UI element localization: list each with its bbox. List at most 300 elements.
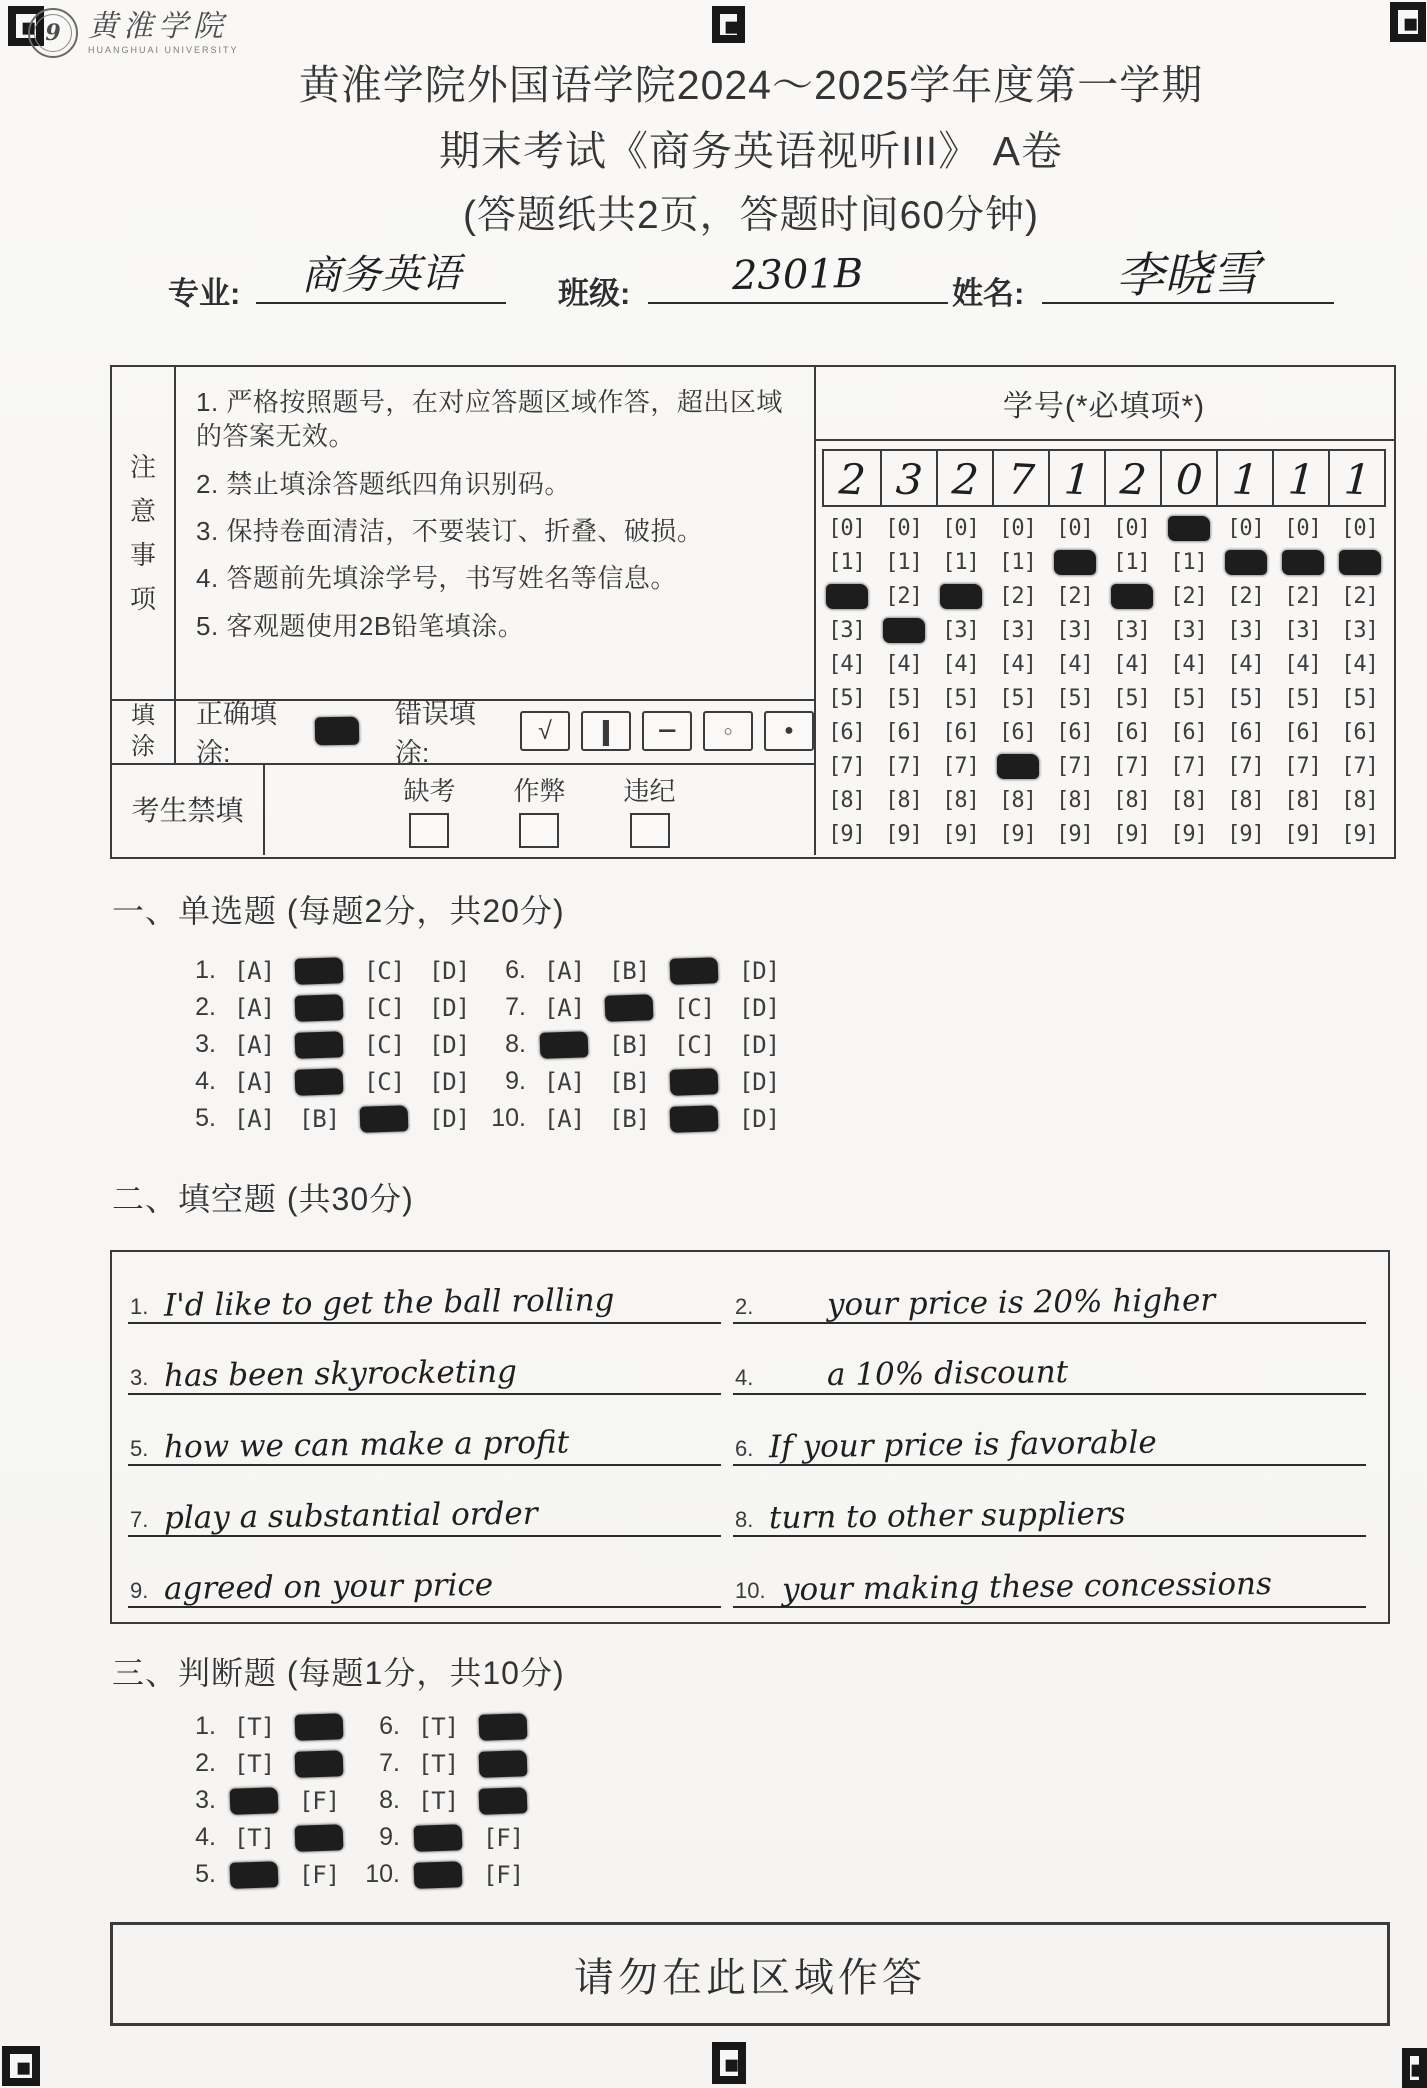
handwritten-answer: your making these concessions bbox=[781, 1566, 1272, 1609]
id-bubble bbox=[1331, 511, 1388, 545]
id-bubble-label: [1] bbox=[942, 549, 979, 575]
id-bubble-label: [4] bbox=[1284, 651, 1321, 677]
id-bubble-label: [3] bbox=[828, 617, 865, 643]
notice-item: 1. 严格按照题号，在对应答题区域作答，超出区域的答案无效。 bbox=[196, 387, 783, 452]
id-bubble bbox=[818, 545, 875, 579]
option-bracket: [T] bbox=[417, 1712, 459, 1741]
question-row bbox=[478, 1100, 800, 1137]
corner-marker-top-right bbox=[1390, 2, 1426, 42]
question-row bbox=[478, 1063, 800, 1100]
option-bracket: [T] bbox=[417, 1786, 459, 1815]
handwritten-id-digit: 2 bbox=[950, 454, 980, 505]
id-bubble bbox=[1274, 647, 1331, 681]
question-row bbox=[352, 1782, 544, 1819]
id-bubble bbox=[1331, 647, 1388, 681]
question-row bbox=[352, 1745, 544, 1782]
id-bubble-label: [7] bbox=[1170, 753, 1207, 779]
question-row bbox=[168, 1063, 490, 1100]
option-bracket: [A] bbox=[233, 1067, 275, 1096]
id-bubble bbox=[932, 681, 989, 715]
question-row bbox=[168, 1100, 490, 1137]
student-id-digit-cell bbox=[880, 451, 936, 505]
correct-marking-example bbox=[315, 717, 359, 746]
filled-answer-mark bbox=[479, 1750, 528, 1778]
id-bubble-label: [8] bbox=[1284, 787, 1321, 813]
question-number: 9. bbox=[505, 1067, 526, 1095]
filled-answer-mark bbox=[414, 1861, 463, 1889]
fill-in-blank bbox=[128, 1475, 721, 1537]
handwritten-answer: If your price is favorable bbox=[769, 1425, 1158, 1466]
question-number: 5. bbox=[195, 1104, 216, 1132]
notice-item: 5. 客观题使用2B铅笔填涂。 bbox=[196, 610, 525, 641]
id-bubble bbox=[1160, 579, 1217, 613]
handwritten-answer: agreed on your price bbox=[164, 1567, 494, 1608]
filled-answer-mark bbox=[605, 994, 654, 1022]
id-bubble bbox=[1217, 715, 1274, 749]
id-bubble-label: [3] bbox=[1113, 617, 1150, 643]
id-bubble bbox=[989, 647, 1046, 681]
id-bubble bbox=[989, 579, 1046, 613]
fill-in-blank bbox=[128, 1546, 721, 1608]
id-bubble bbox=[932, 647, 989, 681]
id-bubble bbox=[932, 749, 989, 783]
option-bracket: [C] bbox=[363, 993, 405, 1022]
id-bubble bbox=[1046, 545, 1103, 579]
id-bubble bbox=[1274, 613, 1331, 647]
filled-answer-mark bbox=[360, 1105, 409, 1133]
fill-in-blank bbox=[733, 1475, 1366, 1537]
id-bubble-label: [9] bbox=[999, 821, 1036, 847]
handwritten-answer: turn to other suppliers bbox=[769, 1496, 1127, 1537]
corner-marker-bottom-right bbox=[1402, 2048, 1427, 2088]
id-bubble bbox=[1046, 647, 1103, 681]
question-number: 9. bbox=[379, 1823, 400, 1851]
examiner-only-checkbox bbox=[630, 813, 670, 848]
examiner-only-label: 考生禁填 bbox=[112, 763, 265, 855]
question-row bbox=[478, 989, 800, 1026]
filled-answer-mark bbox=[670, 1105, 719, 1133]
wrong-example-glyph: | bbox=[599, 715, 613, 746]
wrong-example-glyph: − bbox=[657, 716, 677, 745]
id-bubble-label: [2] bbox=[1056, 583, 1093, 609]
id-bubble-label: [8] bbox=[828, 787, 865, 813]
question-row bbox=[478, 1026, 800, 1063]
section2-heading: 二、填空题 (共30分) bbox=[112, 1181, 414, 1217]
university-name-english: HUANGHUAI UNIVERSITY bbox=[88, 44, 239, 55]
id-bubble bbox=[818, 783, 875, 817]
id-bubble-label: [4] bbox=[828, 651, 865, 677]
id-bubble-label: [5] bbox=[885, 685, 922, 711]
filled-bubble-mark bbox=[883, 618, 925, 643]
filled-answer-mark bbox=[540, 1031, 589, 1059]
id-bubble-label: [6] bbox=[1170, 719, 1207, 745]
option-bracket: [D] bbox=[738, 1104, 780, 1133]
id-bubble-label: [2] bbox=[885, 583, 922, 609]
logo-text-block bbox=[88, 8, 239, 55]
id-bubble bbox=[989, 511, 1046, 545]
id-bubble bbox=[1103, 511, 1160, 545]
filled-answer-mark bbox=[295, 1824, 344, 1852]
id-bubble bbox=[1217, 749, 1274, 783]
filled-answer-mark bbox=[670, 1068, 719, 1096]
id-bubble bbox=[818, 613, 875, 647]
student-id-digit-cell bbox=[1160, 451, 1216, 505]
id-bubble-label: [5] bbox=[999, 685, 1036, 711]
option-bracket: [C] bbox=[673, 1030, 715, 1059]
id-bubble bbox=[875, 511, 932, 545]
option-bracket: [A] bbox=[543, 956, 585, 985]
option-bracket: [A] bbox=[233, 1030, 275, 1059]
option-bracket: [D] bbox=[428, 1067, 470, 1096]
student-id-panel bbox=[814, 367, 1394, 855]
id-bubble bbox=[875, 613, 932, 647]
examiner-only-item-label: 作弊 bbox=[513, 776, 566, 806]
id-bubble-label: [7] bbox=[828, 753, 865, 779]
id-bubble-label: [5] bbox=[1284, 685, 1321, 711]
examiner-only-item bbox=[513, 771, 565, 855]
id-bubble bbox=[1046, 715, 1103, 749]
id-bubble-label: [5] bbox=[1113, 685, 1150, 711]
id-bubble-label: [3] bbox=[942, 617, 979, 643]
id-bubble bbox=[1217, 681, 1274, 715]
id-bubble bbox=[1331, 715, 1388, 749]
id-bubble-label: [6] bbox=[1113, 719, 1150, 745]
id-bubble bbox=[1274, 681, 1331, 715]
id-bubble-label: [4] bbox=[1227, 651, 1264, 677]
option-bracket: [F] bbox=[298, 1786, 340, 1815]
id-bubble bbox=[1103, 681, 1160, 715]
examiner-only-item-label: 违纪 bbox=[623, 776, 676, 806]
id-bubble bbox=[1274, 749, 1331, 783]
question-number: 8. bbox=[505, 1030, 526, 1058]
student-id-digit-cell bbox=[1272, 451, 1328, 505]
info-table bbox=[110, 365, 1396, 859]
option-bracket: [D] bbox=[428, 1104, 470, 1133]
question-number: 2. bbox=[195, 1749, 216, 1777]
option-bracket: [T] bbox=[233, 1823, 275, 1852]
corner-marker-bottom-center bbox=[712, 2042, 746, 2084]
handwritten-id-digit: 1 bbox=[1062, 454, 1092, 505]
filled-bubble-mark bbox=[826, 584, 868, 609]
id-bubble bbox=[1217, 545, 1274, 579]
option-bracket: [D] bbox=[738, 1067, 780, 1096]
id-bubble bbox=[1046, 579, 1103, 613]
examiner-only-checkbox bbox=[519, 813, 559, 848]
wrong-examples bbox=[520, 711, 814, 751]
filled-answer-mark bbox=[230, 1861, 279, 1889]
examiner-only-checkbox bbox=[409, 813, 449, 848]
class-handwritten-value: 2301B bbox=[731, 250, 864, 300]
name-handwritten-value: 李晓雪 bbox=[1115, 245, 1261, 305]
id-bubble-label: [0] bbox=[1341, 515, 1378, 541]
id-bubble-label: [1] bbox=[828, 549, 865, 575]
id-bubble-label: [5] bbox=[942, 685, 979, 711]
id-bubble-label: [5] bbox=[1341, 685, 1378, 711]
id-bubble bbox=[1160, 647, 1217, 681]
id-bubble bbox=[1331, 579, 1388, 613]
filled-answer-mark bbox=[295, 957, 344, 985]
id-bubble bbox=[1046, 817, 1103, 851]
id-bubble-label: [4] bbox=[1056, 651, 1093, 677]
question-number: 7. bbox=[379, 1749, 400, 1777]
id-bubble bbox=[1274, 715, 1331, 749]
student-id-digit-row bbox=[822, 449, 1386, 507]
id-bubble-label: [8] bbox=[1056, 787, 1093, 813]
option-bracket: [C] bbox=[673, 993, 715, 1022]
question-row bbox=[478, 952, 800, 989]
name-label: 姓名: bbox=[952, 276, 1025, 311]
id-bubble-label: [0] bbox=[1113, 515, 1150, 541]
id-bubble-label: [3] bbox=[1170, 617, 1207, 643]
id-bubble-label: [2] bbox=[999, 583, 1036, 609]
notice-side-label-cell bbox=[112, 367, 176, 699]
id-bubble bbox=[1217, 511, 1274, 545]
marking-row bbox=[176, 699, 814, 768]
id-bubble-label: [4] bbox=[1170, 651, 1207, 677]
question-row bbox=[352, 1856, 544, 1893]
option-bracket: [D] bbox=[738, 993, 780, 1022]
question-number: 3. bbox=[195, 1030, 216, 1058]
id-bubble bbox=[1274, 545, 1331, 579]
id-bubble bbox=[932, 783, 989, 817]
filled-bubble-mark bbox=[1111, 584, 1153, 609]
id-bubble bbox=[1331, 681, 1388, 715]
id-bubble-label: [4] bbox=[1341, 651, 1378, 677]
id-bubble bbox=[1160, 749, 1217, 783]
id-bubble-label: [6] bbox=[1056, 719, 1093, 745]
id-bubble-label: [6] bbox=[885, 719, 922, 745]
option-bracket: [F] bbox=[482, 1860, 524, 1889]
tf-column-2 bbox=[352, 1708, 544, 1893]
filled-answer-mark bbox=[479, 1713, 528, 1741]
option-bracket: [D] bbox=[428, 1030, 470, 1059]
id-bubble-label: [8] bbox=[1341, 787, 1378, 813]
question-row bbox=[168, 989, 490, 1026]
student-id-digit-cell bbox=[1328, 451, 1384, 505]
option-bracket: [C] bbox=[363, 1067, 405, 1096]
id-bubble-label: [6] bbox=[1341, 719, 1378, 745]
id-bubble-label: [4] bbox=[885, 651, 922, 677]
handwritten-answer: I'd like to get the ball rolling bbox=[164, 1282, 615, 1325]
id-bubble-label: [0] bbox=[1284, 515, 1321, 541]
id-bubble-label: [4] bbox=[1113, 651, 1150, 677]
option-bracket: [B] bbox=[298, 1104, 340, 1133]
student-id-digit-cell bbox=[1048, 451, 1104, 505]
option-bracket: [D] bbox=[428, 956, 470, 985]
option-bracket: [A] bbox=[233, 1104, 275, 1133]
id-bubble bbox=[1046, 613, 1103, 647]
option-bracket: [D] bbox=[428, 993, 470, 1022]
blank-number: 3. bbox=[130, 1365, 149, 1390]
blank-number: 8. bbox=[735, 1507, 754, 1532]
question-number: 4. bbox=[195, 1823, 216, 1851]
option-bracket: [C] bbox=[363, 956, 405, 985]
option-bracket: [A] bbox=[233, 956, 275, 985]
id-bubble-label: [6] bbox=[828, 719, 865, 745]
id-bubble bbox=[932, 613, 989, 647]
filled-bubble-mark bbox=[1054, 550, 1096, 575]
id-bubble bbox=[1160, 783, 1217, 817]
id-bubble-label: [5] bbox=[1170, 685, 1207, 711]
id-bubble bbox=[818, 579, 875, 613]
handwritten-id-digit: 1 bbox=[1342, 454, 1372, 505]
id-bubble bbox=[932, 579, 989, 613]
name-field bbox=[1042, 245, 1334, 305]
id-bubble bbox=[1160, 715, 1217, 749]
fill-in-answer-box bbox=[110, 1250, 1390, 1624]
handwritten-id-digit: 1 bbox=[1286, 454, 1316, 505]
question-number: 2. bbox=[195, 993, 216, 1021]
id-bubble bbox=[989, 749, 1046, 783]
id-bubble-label: [9] bbox=[942, 821, 979, 847]
id-bubble-label: [9] bbox=[1170, 821, 1207, 847]
notice-item: 2. 禁止填涂答题纸四角识别码。 bbox=[196, 468, 571, 499]
examiner-only-item-label: 缺考 bbox=[403, 776, 456, 806]
id-bubble bbox=[818, 749, 875, 783]
filled-answer-mark bbox=[295, 1750, 344, 1778]
question-number: 8. bbox=[379, 1786, 400, 1814]
id-bubble-label: [7] bbox=[942, 753, 979, 779]
fill-in-blank bbox=[733, 1262, 1366, 1324]
question-number: 6. bbox=[379, 1712, 400, 1740]
filled-bubble-mark bbox=[1225, 550, 1267, 575]
id-bubble bbox=[1103, 613, 1160, 647]
id-bubble-label: [8] bbox=[1227, 787, 1264, 813]
option-bracket: [F] bbox=[482, 1823, 524, 1852]
student-id-digit-cell bbox=[1216, 451, 1272, 505]
id-bubble bbox=[818, 511, 875, 545]
do-not-answer-text: 请勿在此区域作答 bbox=[574, 1955, 926, 2000]
id-bubble-label: [9] bbox=[1227, 821, 1264, 847]
option-bracket: [F] bbox=[298, 1860, 340, 1889]
blank-number: 10. bbox=[735, 1578, 766, 1603]
wrong-example-box bbox=[764, 711, 814, 751]
handwritten-id-digit: 0 bbox=[1174, 454, 1204, 505]
id-bubble bbox=[1103, 579, 1160, 613]
option-bracket: [A] bbox=[543, 1104, 585, 1133]
wrong-example-glyph: √ bbox=[538, 716, 552, 745]
corner-marker-bottom-left bbox=[2, 2046, 40, 2086]
handwritten-answer: a 10% discount bbox=[827, 1354, 1069, 1394]
mcq-column-1 bbox=[168, 952, 490, 1137]
id-bubble bbox=[1274, 511, 1331, 545]
id-bubble bbox=[932, 715, 989, 749]
id-bubble bbox=[989, 613, 1046, 647]
id-bubble-label: [9] bbox=[828, 821, 865, 847]
id-bubble-label: [9] bbox=[885, 821, 922, 847]
filled-answer-mark bbox=[295, 1068, 344, 1096]
option-bracket: [T] bbox=[233, 1712, 275, 1741]
fill-in-blank bbox=[733, 1546, 1366, 1608]
question-number: 3. bbox=[195, 1786, 216, 1814]
id-bubble bbox=[1217, 817, 1274, 851]
id-bubble bbox=[1331, 783, 1388, 817]
id-bubble bbox=[1046, 511, 1103, 545]
id-bubble bbox=[875, 817, 932, 851]
fill-in-blank bbox=[733, 1404, 1366, 1466]
mcq-column-2 bbox=[478, 952, 800, 1137]
id-bubble-label: [6] bbox=[999, 719, 1036, 745]
corner-marker-top-center bbox=[712, 6, 745, 43]
id-bubble-label: [8] bbox=[1113, 787, 1150, 813]
fill-in-blank bbox=[733, 1333, 1366, 1395]
option-bracket: [D] bbox=[738, 1030, 780, 1059]
id-bubble-label: [9] bbox=[1341, 821, 1378, 847]
id-bubble-label: [6] bbox=[1227, 719, 1264, 745]
major-label: 专业: bbox=[168, 276, 241, 311]
id-bubble-label: [8] bbox=[999, 787, 1036, 813]
id-bubble bbox=[1160, 545, 1217, 579]
question-row bbox=[168, 1708, 360, 1745]
blank-number: 1. bbox=[130, 1294, 149, 1319]
id-bubble-label: [2] bbox=[1227, 583, 1264, 609]
notice-item: 4. 答题前先填涂学号，书写姓名等信息。 bbox=[196, 563, 677, 594]
notice-side-label: 注意事项 bbox=[129, 451, 156, 615]
id-bubble-label: [5] bbox=[828, 685, 865, 711]
tf-column-1 bbox=[168, 1708, 360, 1893]
option-bracket: [D] bbox=[738, 956, 780, 985]
question-number: 10. bbox=[365, 1860, 400, 1888]
id-bubble-label: [3] bbox=[1284, 617, 1321, 643]
marking-side-label-cell bbox=[112, 699, 176, 763]
id-bubble bbox=[875, 545, 932, 579]
option-bracket: [A] bbox=[543, 1067, 585, 1096]
fill-in-blank bbox=[128, 1262, 721, 1324]
id-bubble bbox=[989, 545, 1046, 579]
id-bubble bbox=[875, 647, 932, 681]
question-row bbox=[168, 1026, 490, 1063]
question-number: 10. bbox=[491, 1104, 526, 1132]
id-bubble-label: [4] bbox=[942, 651, 979, 677]
student-id-bubble-grid bbox=[818, 511, 1388, 851]
wrong-example-glyph: ○ bbox=[723, 722, 733, 740]
id-bubble-label: [7] bbox=[885, 753, 922, 779]
handwritten-id-digit: 3 bbox=[894, 454, 924, 505]
id-bubble bbox=[1331, 613, 1388, 647]
id-bubble-label: [7] bbox=[1056, 753, 1093, 779]
filled-answer-mark bbox=[479, 1787, 528, 1815]
id-bubble-label: [9] bbox=[1113, 821, 1150, 847]
id-bubble bbox=[932, 817, 989, 851]
question-row bbox=[352, 1819, 544, 1856]
notice-item: 3. 保持卷面清洁，不要装订、折叠、破损。 bbox=[196, 515, 704, 546]
wrong-example-box bbox=[520, 711, 570, 751]
id-bubble-label: [3] bbox=[1056, 617, 1093, 643]
student-id-digit-cell bbox=[936, 451, 992, 505]
option-bracket: [B] bbox=[608, 1067, 650, 1096]
question-number: 4. bbox=[195, 1067, 216, 1095]
exam-title-line3: (答题纸共2页，答题时间60分钟) bbox=[462, 194, 1040, 237]
id-bubble-label: [8] bbox=[885, 787, 922, 813]
filled-answer-mark bbox=[295, 1713, 344, 1741]
wrong-example-box bbox=[581, 711, 631, 751]
section3-heading: 三、判断题 (每题1分，共10分) bbox=[112, 1655, 565, 1691]
class-field bbox=[648, 248, 948, 304]
id-bubble bbox=[1103, 749, 1160, 783]
wrong-example-box bbox=[703, 711, 753, 751]
id-bubble-label: [5] bbox=[1056, 685, 1093, 711]
question-row bbox=[352, 1708, 544, 1745]
id-bubble-label: [9] bbox=[1284, 821, 1321, 847]
id-bubble-label: [1] bbox=[885, 549, 922, 575]
id-bubble bbox=[989, 681, 1046, 715]
section1-heading: 一、单选题 (每题2分，共20分) bbox=[112, 893, 565, 929]
fill-in-blank bbox=[128, 1333, 721, 1395]
examiner-only-row bbox=[265, 763, 814, 855]
handwritten-id-digit: 1 bbox=[1230, 454, 1260, 505]
id-bubble-label: [3] bbox=[999, 617, 1036, 643]
question-number: 5. bbox=[195, 1860, 216, 1888]
